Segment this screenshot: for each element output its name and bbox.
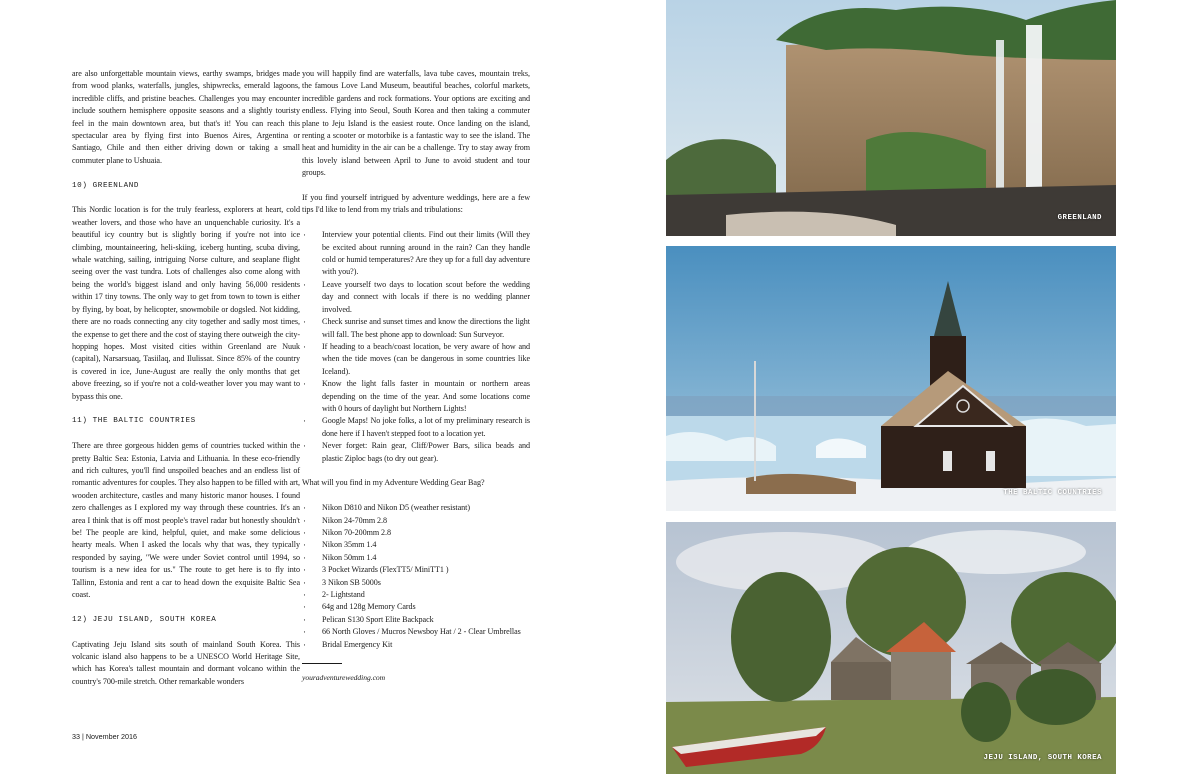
tip-item: · Know the light falls faster in mountain or northern areas depending on the time of the year. And some locations come with 0 hours of daylight but Northern Lights!	[302, 378, 530, 415]
gear-item: · Pelican S130 Sport Elite Backpack	[302, 614, 530, 626]
gear-item: · 66 North Gloves / Mucros Newsboy Hat / 2 - Clear Umbrellas	[302, 626, 530, 638]
gear-item: · Nikon D810 and Nikon D5 (weather resistant)	[302, 502, 530, 514]
section-heading-greenland: 10) GREENLAND	[72, 181, 140, 190]
page-folio: 33 | November 2016	[72, 732, 137, 741]
tip-item: · If heading to a beach/coast location, be very aware of how and when the tide moves (can be dangerous in some countries like Iceland).	[302, 341, 530, 378]
waterfall-cliff-image	[666, 0, 1116, 236]
tips-intro: If you find yourself intrigued by adventure weddings, here are a few tips I'd like to lend from my trials and tribulations:	[302, 193, 530, 215]
wooden-huts-boat-image	[666, 522, 1116, 774]
gear-item: · 2- Lightstand	[302, 589, 530, 601]
intro-paragraph: are also unforgettable mountain views, earthy swamps, bridges made from wood planks, waterfalls, jungles, shipwrecks, emerald lagoons, incredible cliffs, and pristine beaches. Challenges you may encounter include southern hemisphere opposite seasons and a slightly touristy feel in the main downtown area, but that's it! You can reach this spectacular area by flying first into Buenos Aires, Argentina or Santiago, Chile and then either driving down or taking a small commuter plane to Ushuaia.	[72, 69, 300, 165]
photo-caption: GREENLAND	[1057, 214, 1102, 222]
section-body-greenland: This Nordic location is for the truly fearless, explorers at heart, cold weather lovers, and those who have an unquenchable curiosity. It's a beautiful icy country but is slightly boring if you're not into ice climbing, mountaineering, heli-skiing, iceberg hunting, scuba diving, whale watching, sailing, intriguing Norse culture, and seaplane flight seeing over the vast tundra. Lots of challenges also come along with being the world's biggest island and only having 56,000 residents within 17 tiny towns. The only way to get from town to town is either by flying, by boat, by helicopter, snowmobile or dogsled. Not kidding, there are no roads connecting any city together and sadly most times, the expense to get there and the cost of staying there outweigh the city-hopping hopes. Most visited cities within Greenland are Nuuk (capital), Narsarsuaq, Tasiilaq, and Ilulissat. Since 85% of the country is covered in ice, June-August are really the only months that get above freezing, so if you're not a cold-weather lover you may want to bypass this one.	[72, 205, 300, 401]
gear-item: · Nikon 24-70mm 2.8	[302, 515, 530, 527]
divider-rule	[302, 663, 342, 664]
gear-item: · 3 Pocket Wizards (FlexTT5/ MiniTT1 )	[302, 564, 530, 576]
section-heading-jeju: 12) JEJU ISLAND, SOUTH KOREA	[72, 615, 217, 624]
gear-item: · Nikon 35mm 1.4	[302, 539, 530, 551]
photo-jeju	[666, 522, 1116, 774]
tip-item: · Google Maps! No joke folks, a lot of my preliminary research is done here if I haven't stepped foot to a location yet.	[302, 415, 530, 440]
section-heading-baltic: 11) THE BALTIC COUNTRIES	[72, 417, 196, 426]
left-column	[72, 68, 300, 701]
photo-caption: JEJU ISLAND, SOUTH KOREA	[983, 754, 1102, 762]
gear-intro: What will you find in my Adventure Wedding Gear Bag?	[302, 478, 485, 488]
photo-baltic	[666, 246, 1116, 511]
gear-item: · 64g and 128g Memory Cards	[302, 601, 530, 613]
website-link[interactable]: youradventurewedding.com	[302, 673, 386, 683]
section-body-baltic: There are three gorgeous hidden gems of countries tucked within the pretty Baltic Sea: Estonia, Latvia and Lithuania. In these eco-friendly and rich cultures, you'll find unspoiled beaches and an endless list of romantic adventures for couples. They also happen to be filled with art, wooden architecture, castles and many historic manor houses. I found zero challenges as I explored my way through these countries. It's an area I think that is off most people's travel radar but honestly shouldn't be! The people are kind, helpful, quiet, and make some delicious hearty meals. When I asked the locals why that was, they typically responded by saying, "We were under Soviet control until 1994, so tourism is a new idea for us." The route to get here is to fly into Tallinn, Estonia and rent a car to head down the exquisite Baltic Sea coast.	[72, 441, 300, 599]
gear-item: · Bridal Emergency Kit	[302, 639, 530, 651]
tip-item: · Check sunrise and sunset times and know the directions the light will fall. The best phone app to download: Sun Surveyor.	[302, 316, 530, 341]
middle-column	[302, 68, 530, 685]
section-body-jeju: Captivating Jeju Island sits south of mainland South Korea. This volcanic island also happens to be a UNESCO World Heritage Site, which has Korea's tallest mountain and dormant volcano within the country's 700-mile stretch. Other remarkable wonders	[72, 639, 300, 686]
tip-item: · Leave yourself two days to location scout before the wedding day and connect with locals if there is no wedding planner involved.	[302, 279, 530, 316]
tip-item: · Never forget: Rain gear, Cliff/Power Bars, silica beads and plastic Ziploc bags (to dry out gear).	[302, 440, 530, 465]
photo-greenland	[666, 0, 1116, 236]
gear-list	[302, 502, 530, 651]
church-icebergs-image	[666, 246, 1116, 511]
photo-caption: THE BALTIC COUNTRIES	[1003, 489, 1102, 497]
tip-item: · Interview your potential clients. Find out their limits (Will they be excited about running around in the rain? Can they handle cold or humid temperatures? Are they up for a full day adventure with you?).	[302, 229, 530, 279]
gear-item: · 3 Nikon SB 5000s	[302, 577, 530, 589]
gear-item: · Nikon 50mm 1.4	[302, 552, 530, 564]
jeju-continuation: you will happily find are waterfalls, lava tube caves, mountain treks, the famous Love Land Museum, beautiful beaches, colorful markets, incredible gardens and rock formations. Your options are exciting and endless. Flying into Seoul, South Korea and then taking a commuter plane to Jeju Island is the easiest route. Once landing on the island, renting a scooter or motorbike is a fantastic way to see the island. The heat and humidity in the air can be a challenge. Try to stay away from this lovely island between April to June to avoid student and tour groups.	[302, 69, 530, 178]
tips-list	[302, 229, 530, 465]
gear-item: · Nikon 70-200mm 2.8	[302, 527, 530, 539]
